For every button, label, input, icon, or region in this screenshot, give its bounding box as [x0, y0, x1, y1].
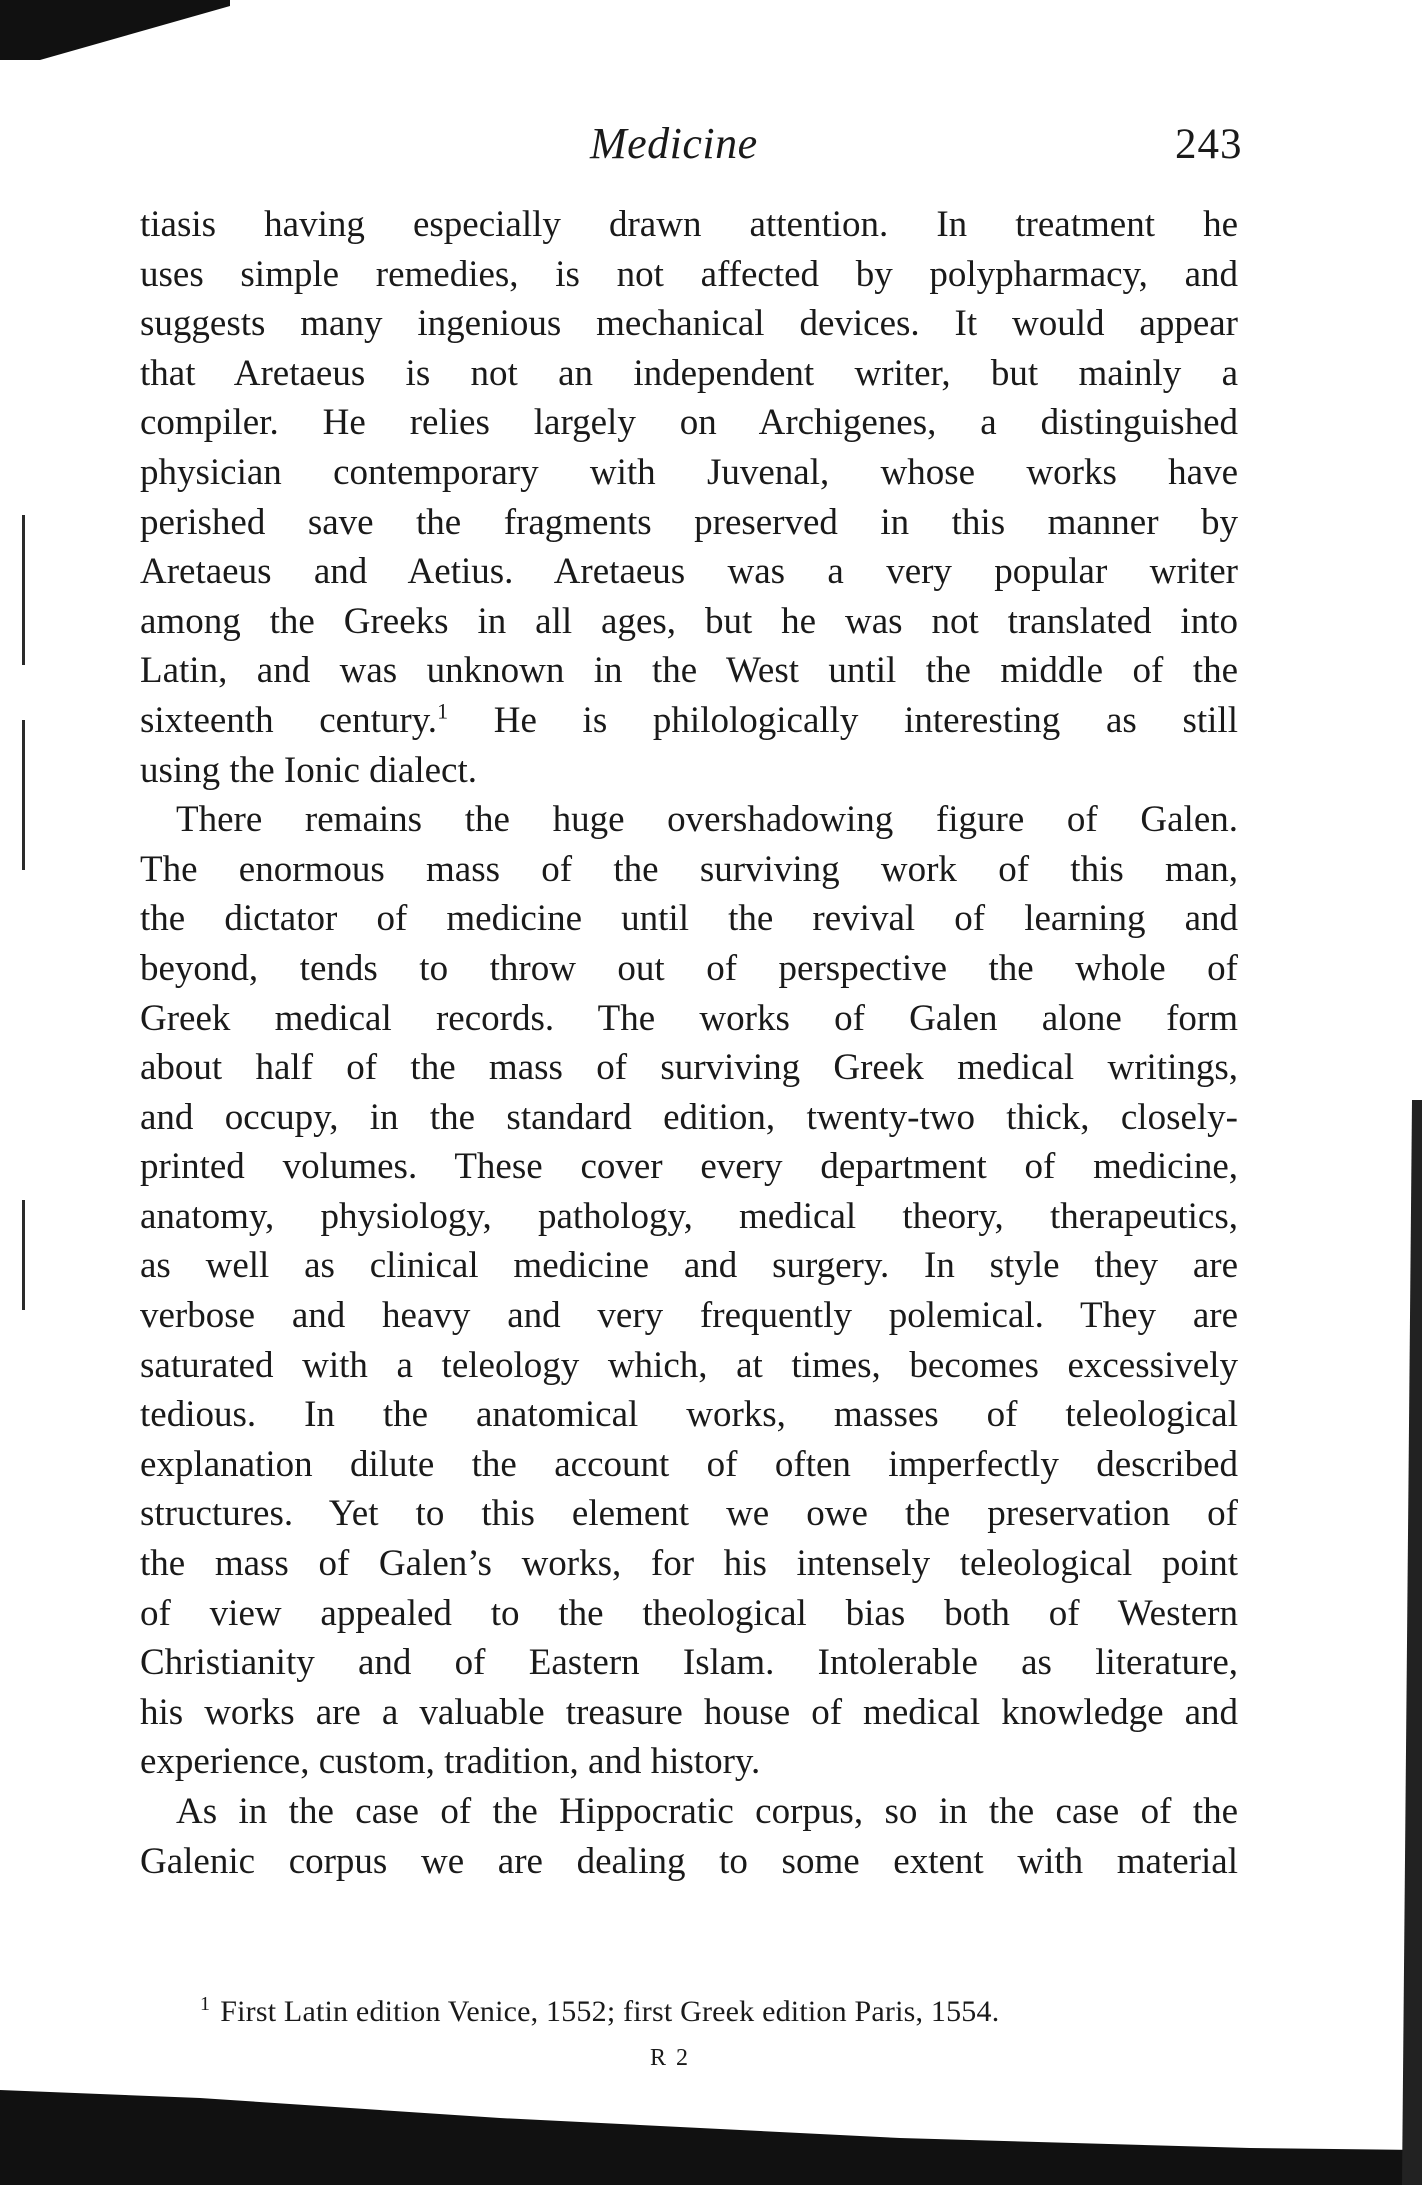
- text-line: structures. Yet to this element we owe the preservation of: [140, 1493, 1238, 1535]
- margin-rule-3: [22, 1200, 25, 1310]
- text-line: Aretaeus and Aetius. Aretaeus was a very popular writer: [140, 551, 1238, 593]
- text-line: tiasis having especially drawn attention. In treatment he: [140, 204, 1238, 245]
- footnote-reference: 1: [437, 698, 449, 724]
- text-line: anatomy, physiology, pathology, medical theory, therapeutics,: [140, 1195, 1238, 1237]
- margin-rule-2: [22, 720, 25, 870]
- text-line: using the Ionic dialect.: [140, 749, 478, 791]
- text-line: perished save the fragments preserved in this manner by: [140, 501, 1238, 543]
- running-head-title: Medicine: [590, 119, 758, 168]
- text-line: the dictator of medicine until the revival of learning and: [140, 898, 1238, 940]
- text-line-with-footnote-ref: [140, 696, 1238, 746]
- text-line: Greek medical records. The works of Galen alone form: [140, 997, 1238, 1039]
- text-line: There remains the huge overshadowing figure of Galen.: [176, 799, 1238, 841]
- text-line: The enormous mass of the surviving work of this man,: [140, 848, 1238, 890]
- text-line: and occupy, in the standard edition, twenty-two thick, closely-: [140, 1096, 1238, 1138]
- scan-edge-shadow-right: [1398, 1100, 1422, 2185]
- text-line: verbose and heavy and very frequently polemical. They are: [140, 1295, 1238, 1337]
- text-segment: sixteenth century.: [140, 699, 438, 741]
- text-line: tedious. In the anatomical works, masses of teleological: [140, 1394, 1238, 1436]
- running-head: [0, 118, 1422, 178]
- scan-edge-shadow-bottom: [0, 2070, 1422, 2185]
- text-line: printed volumes. These cover every department of medicine,: [140, 1146, 1238, 1188]
- scan-edge-shadow-top: [0, 0, 230, 60]
- text-line: about half of the mass of surviving Greek medical writings,: [140, 1047, 1238, 1089]
- body-text: [140, 200, 1238, 1886]
- footnote-marker: 1: [200, 1993, 211, 2015]
- text-line: the mass of Galen’s works, for his intensely teleological point: [140, 1543, 1238, 1585]
- text-line: his works are a valuable treasure house of medical knowledge and: [140, 1691, 1238, 1733]
- text-line: beyond, tends to throw out of perspective the whole of: [140, 947, 1238, 989]
- margin-rule-1: [22, 515, 25, 665]
- text-line: as well as clinical medicine and surgery. In style they are: [140, 1245, 1238, 1287]
- text-line: experience, custom, tradition, and history.: [140, 1741, 761, 1783]
- text-line: explanation dilute the account of often imperfectly described: [140, 1443, 1238, 1485]
- signature-mark: R 2: [650, 2045, 691, 2071]
- footnote: [200, 1993, 999, 2029]
- text-line: Latin, and was unknown in the West until the middle of the: [140, 650, 1238, 692]
- text-line: physician contemporary with Juvenal, whose works have: [140, 451, 1238, 493]
- paragraph-galenic-corpus: [140, 1787, 1238, 1886]
- text-line: uses simple remedies, is not affected by polypharmacy, and: [140, 253, 1238, 295]
- page-number: 243: [1175, 121, 1243, 168]
- text-line: among the Greeks in all ages, but he was not translated into: [140, 600, 1238, 642]
- text-line: Christianity and of Eastern Islam. Intolerable as literature,: [140, 1642, 1238, 1684]
- footnote-text: First Latin edition Venice, 1552; first Greek edition Paris, 1554.: [220, 1995, 1000, 2028]
- paragraph-aretaeus: [140, 200, 1238, 795]
- text-line: suggests many ingenious mechanical devices. It would appear: [140, 303, 1238, 345]
- text-line: compiler. He relies largely on Archigenes, a distinguished: [140, 402, 1238, 444]
- text-line: saturated with a teleology which, at times, becomes excessively: [140, 1344, 1238, 1386]
- text-line: Galenic corpus we are dealing to some extent with material: [140, 1840, 1238, 1882]
- text-line: As in the case of the Hippocratic corpus, so in the case of the: [176, 1791, 1238, 1832]
- text-segment: He is philologically interesting as still: [448, 699, 1238, 741]
- paragraph-galen: [140, 795, 1238, 1787]
- text-line: that Aretaeus is not an independent writer, but mainly a: [140, 352, 1238, 394]
- text-line: of view appealed to the theological bias both of Western: [140, 1592, 1238, 1634]
